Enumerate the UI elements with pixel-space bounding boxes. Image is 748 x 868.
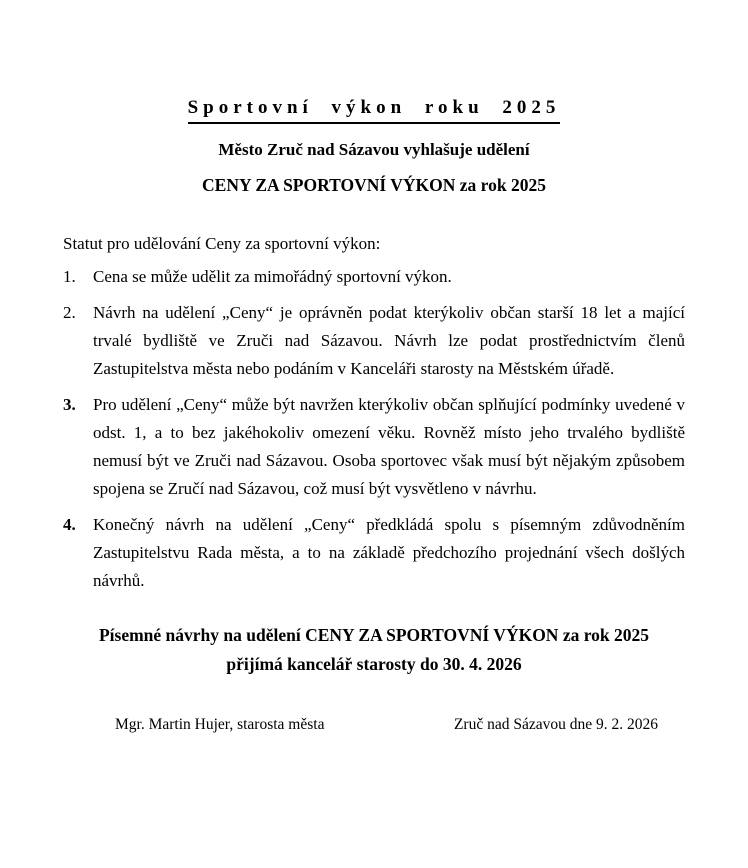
list-item-4 [63,511,685,595]
award-title-line: CENY ZA SPORTOVNÍ VÝKON za rok 2025 [202,175,546,195]
list-item-3-text: Pro udělení „Ceny“ může být navržen kterýkoliv občan splňující podmínky uvedené v odst. 1, a to bez jakéhokoliv omezení věku. Rovněž místo jeho trvalého bydliště nemusí být ve Zruči nad Sázavou. Osoba sportovec však musí být nějakým způsobem spojena se Zručí nad Sázavou, což musí být vysvětleno v návrhu. [93,395,685,498]
list-item-2-number: 2. [63,303,76,322]
document-title-text: Sportovní výkon roku 2025 [188,97,561,124]
submission-notice-line1: Písemné návrhy na udělení CENY ZA SPORTOVNÍ VÝKON za rok 2025 [98,625,650,645]
signature-line [63,715,685,735]
list-item-3-number: 3. [63,395,76,414]
list-item-1-text: Cena se může udělit za mimořádný sportovní výkon. [93,267,452,286]
list-item-4-number: 4. [63,515,76,534]
submission-notice-line2: přijímá kancelář starosty do 30. 4. 2026 [226,654,522,674]
document-title [63,97,685,124]
list-item-1 [63,263,685,291]
list-item-1-number: 1. [63,267,76,286]
list-item-2 [63,299,685,383]
subtitle-announcement: Město Zruč nad Sázavou vyhlašuje udělení [218,140,530,159]
list-item-2-text: Návrh na udělení „Ceny“ je oprávněn podat kterýkoliv občan starší 18 let a mající trvalé bydliště ve Zruči nad Sázavou. Návrh lze podat prostřednictvím členů Zastupitelstva města nebo podáním v Kanceláři starosty na Městském úřadě. [93,303,685,378]
mayor-signature: Mgr. Martin Hujer, starosta města [115,716,325,733]
statute-list [63,263,685,595]
list-item-3 [63,391,685,503]
submission-notice [63,621,685,679]
statute-heading: Statut pro udělování Ceny za sportovní výkon: [63,234,381,253]
place-and-date: Zruč nad Sázavou dne 9. 2. 2026 [453,716,658,733]
list-item-4-text: Konečný návrh na udělení „Ceny“ předkládá spolu s písemným zdůvodněním Zastupitelstvu Rada města, a to na základě předchozího projednání všech došlých návrhů. [93,515,685,590]
